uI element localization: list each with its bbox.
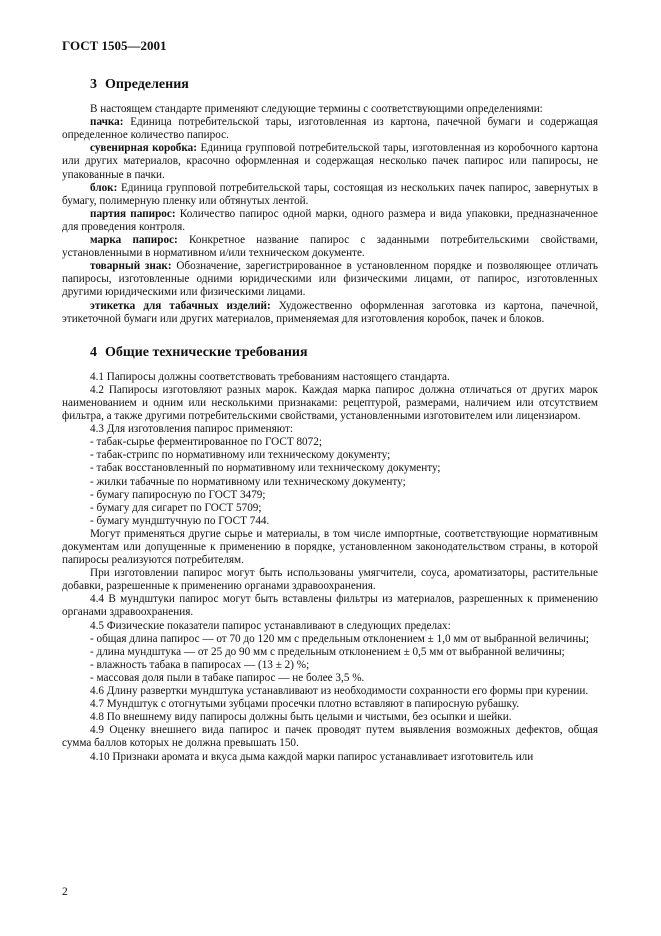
page-number: 2 [62, 886, 68, 898]
paragraph: Могут применяться другие сырье и материалы, в том числе импортные, соответствующие нормативным документам или допущенные к применению в порядке, установленном законодательством страны, в которой папиросы реализуются потребителям. [62, 527, 598, 567]
paragraph: 4.6 Длину развертки мундштука устанавливают из необходимости сохранности его формы при курении. [90, 685, 589, 698]
paragraph: 4.2 Папиросы изготовляют разных марок. Каждая марка папирос должна отличаться от других марок наименованием и одним или несколькими признаками: рецептурой, размерами, наличием или отсутствием фильтра, а также другими потребительскими свойствами, установленными изготовителем или лицензиаром. [62, 383, 598, 423]
definition-term: сувенирная коробка: [90, 142, 197, 155]
section-4-heading [62, 346, 598, 359]
paragraph: 4.5 Физические показатели папирос устанавливают в следующих пределах: [90, 619, 451, 632]
paragraph: 4.8 По внешнему виду папиросы должны быть целыми и чистыми, без осыпки и шейки. [90, 711, 512, 724]
definition-text: Единица групповой потребительской тары, изготовленная из коробочного картона или других материалов, красочно оформленная и содержащая несколько пачек папирос или папиросы, не упакованные в пачки. [62, 142, 599, 181]
definition-text: Конкретное название папирос с заданными потребительскими свойствами, установленными в нормативном и/или техническом документе. [62, 234, 598, 260]
page-content [62, 78, 598, 764]
list-item: - табак восстановленный по нормативному или техническому документу; [90, 462, 441, 475]
definition-term: товарный знак: [90, 260, 172, 273]
list-item: - бумагу мундштучную по ГОСТ 744. [90, 514, 270, 527]
definition-text: Количество папирос одной марки, одного размера и вида упаковки, предназначенное для проведения контроля. [62, 207, 599, 233]
definition-term: марка папирос: [90, 234, 178, 247]
definition-item [62, 260, 598, 299]
list-item: - влажность табака в папиросах — (13 ± 2) %; [90, 658, 310, 671]
paragraph: 4.4 В мундштуки папирос могут быть вставлены фильтры из материалов, разрешенных к применению органами здравоохранения. [62, 593, 598, 619]
definition-term: блок: [90, 181, 118, 194]
definition-term: партия папирос: [90, 207, 176, 220]
definition-item [62, 300, 598, 326]
definition-text: Обозначение, зарегистрированное в установленном порядке и позволяющее отличать папиросы, изготовленные одними юридическими или физическими лицами, от папирос, изготовленных другими юридическими или физическими лицами. [62, 260, 598, 299]
definition-item [62, 208, 598, 234]
section-4-number: 4 [90, 344, 97, 360]
section-3-heading [62, 78, 598, 91]
definition-term: пачка: [90, 116, 124, 129]
section-3-number: 3 [90, 77, 97, 92]
section-3-intro: В настоящем стандарте применяют следующие термины с соответствующими определениями: [90, 103, 543, 116]
definition-text: Единица групповой потребительской тары, состоящая из нескольких пачек папирос, завернутых в бумагу, полимерную пленку или обтянутых лентой. [62, 181, 598, 207]
list-item: - общая длина папирос — от 70 до 120 мм с предельным отклонением ± 1,0 мм от выбранной величины; [90, 632, 589, 645]
definition-item [62, 182, 598, 208]
paragraph: 4.9 Оценку внешнего вида папирос и пачек проводят путем выявления возможных дефектов, общая сумма баллов которых не должна превышать 150. [62, 724, 598, 750]
list-item: - бумагу папиросную по ГОСТ 3479; [90, 488, 266, 501]
definition-item [62, 234, 598, 260]
document-header: ГОСТ 1505—2001 [62, 38, 167, 53]
definition-item [62, 116, 598, 142]
definition-item [62, 142, 598, 181]
paragraph: При изготовлении папирос могут быть использованы умягчители, соуса, ароматизаторы, растительные добавки, разрешенные к применению органами здравоохранения. [62, 567, 598, 593]
list-item: - массовая доля пыли в табаке папирос — не более 3,5 %. [90, 671, 365, 684]
definition-text: Единица потребительской тары, изготовленная из картона, пачечной бумаги и содержащая определенное количество папирос. [62, 116, 599, 142]
definition-text: Художественно оформленная заготовка из картона, пачечной, этикеточной бумаги или других материалов, применяемая для изготовления коробок, пачек и блоков. [62, 299, 599, 325]
list-item: - табак-стрипс по нормативному или техническому документу; [90, 449, 391, 462]
paragraph: 4.1 Папиросы должны соответствовать требованиям настоящего стандарта. [90, 370, 450, 383]
list-item: - бумагу для сигарет по ГОСТ 5709; [90, 501, 262, 514]
section-3-title: Определения [105, 77, 189, 92]
list-item: - табак-сырье ферментированное по ГОСТ 8072; [90, 436, 322, 449]
section-4-title: Общие технические требования [105, 344, 308, 360]
paragraph: 4.3 Для изготовления папирос применяют: [90, 423, 293, 436]
paragraph: 4.10 Признаки аромата и вкуса дыма каждой марки папирос устанавливает изготовитель или [90, 750, 534, 763]
list-item: - длина мундштука — от 25 до 90 мм с предельным отклонением ± 0,5 мм от выбранной величины; [90, 645, 565, 658]
definition-term: этикетка для табачных изделий: [90, 299, 271, 312]
list-item: - жилки табачные по нормативному или техническому документу; [90, 475, 406, 488]
paragraph: 4.7 Мундштук с отогнутыми зубцами просечки плотно вставляют в папиросную рубашку. [90, 698, 520, 711]
